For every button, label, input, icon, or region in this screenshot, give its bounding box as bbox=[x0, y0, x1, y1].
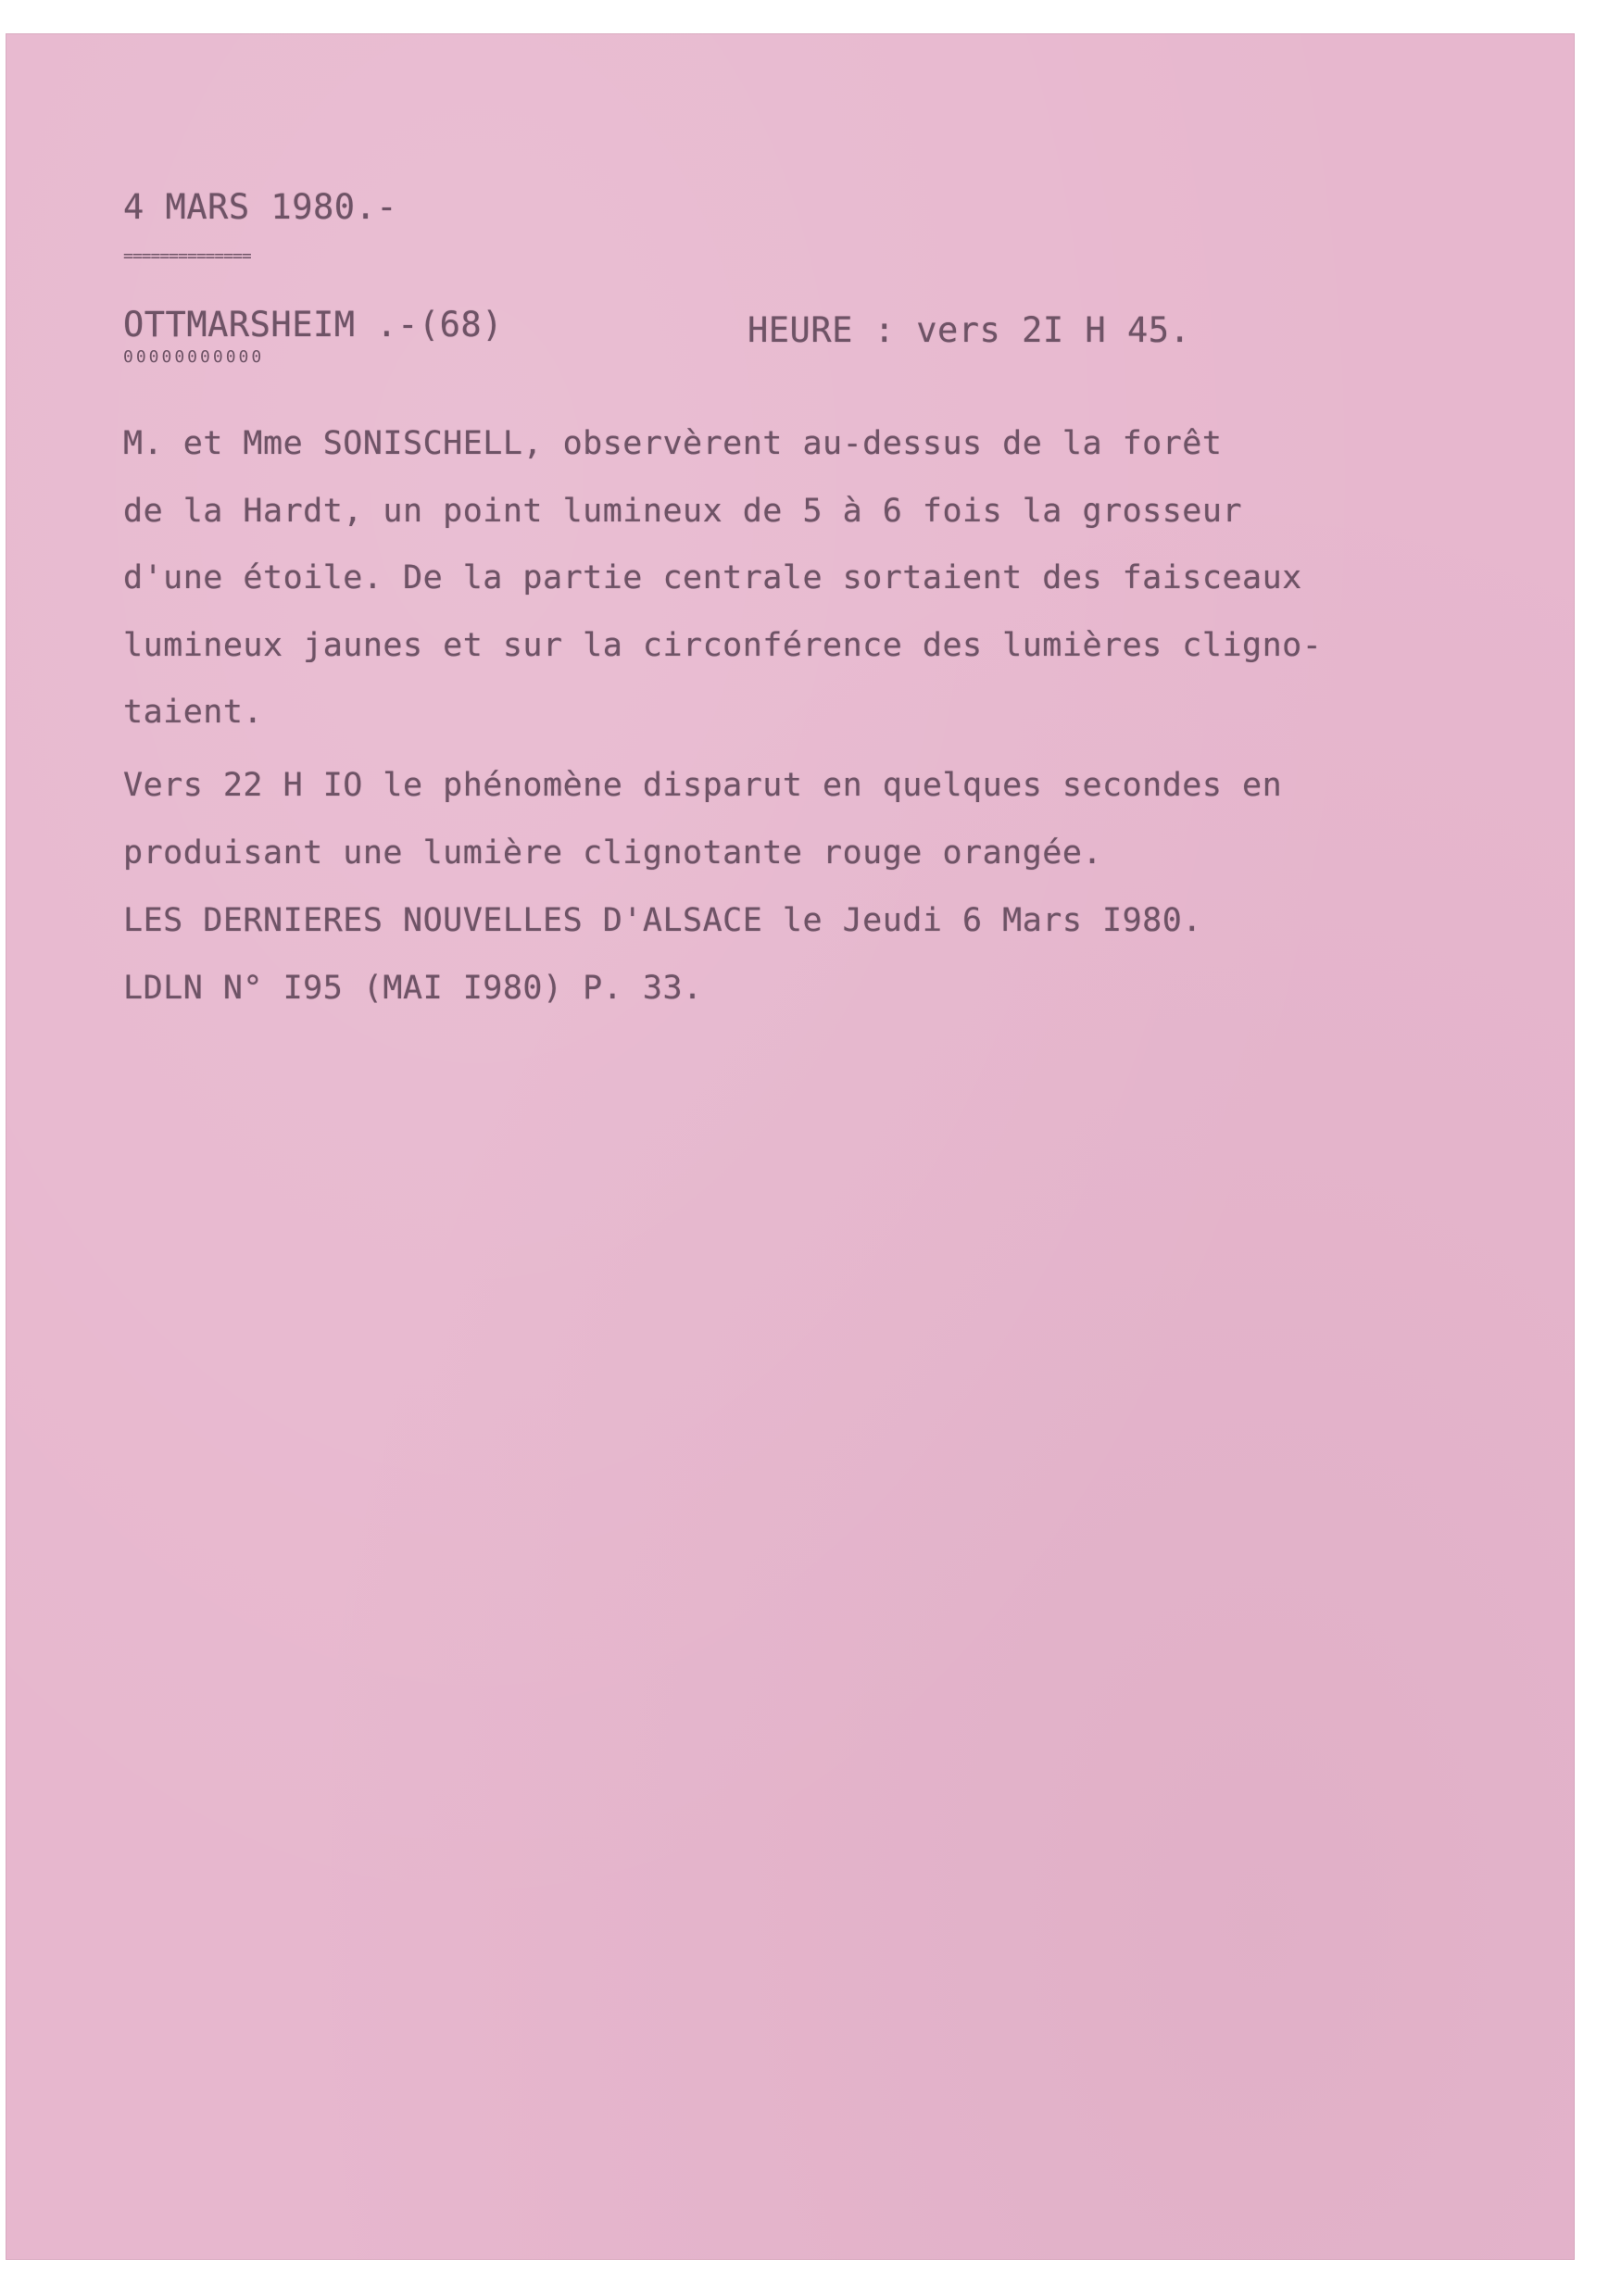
pink-paper-sheet bbox=[6, 33, 1575, 2260]
body-line: lumineux jaunes et sur la circonférence des lumières cligno- bbox=[123, 627, 1323, 664]
report-location: OTTMARSHEIM .-(68) bbox=[123, 305, 503, 345]
location-underline: 00000000000 bbox=[123, 347, 265, 367]
body-line: M. et Mme SONISCHELL, observèrent au-dessus de la forêt bbox=[123, 425, 1223, 462]
body-line: Vers 22 H IO le phénomène disparut en quelques secondes en bbox=[123, 767, 1283, 804]
report-time: HEURE : vers 2I H 45. bbox=[748, 310, 1191, 350]
body-line: produisant une lumière clignotante rouge orangée. bbox=[123, 834, 1103, 872]
source-newspaper: LES DERNIERES NOUVELLES D'ALSACE le Jeudi 6 Mars I980. bbox=[123, 902, 1202, 939]
date-underline: ============== bbox=[123, 246, 251, 266]
source-ldln: LDLN N° I95 (MAI I980) P. 33. bbox=[123, 970, 703, 1007]
body-line: d'une étoile. De la partie centrale sortaient des faisceaux bbox=[123, 559, 1302, 596]
report-date: 4 MARS 1980.- bbox=[123, 187, 398, 227]
body-line: taient. bbox=[123, 694, 264, 731]
body-line: de la Hardt, un point lumineux de 5 à 6 fois la grosseur bbox=[123, 493, 1243, 530]
